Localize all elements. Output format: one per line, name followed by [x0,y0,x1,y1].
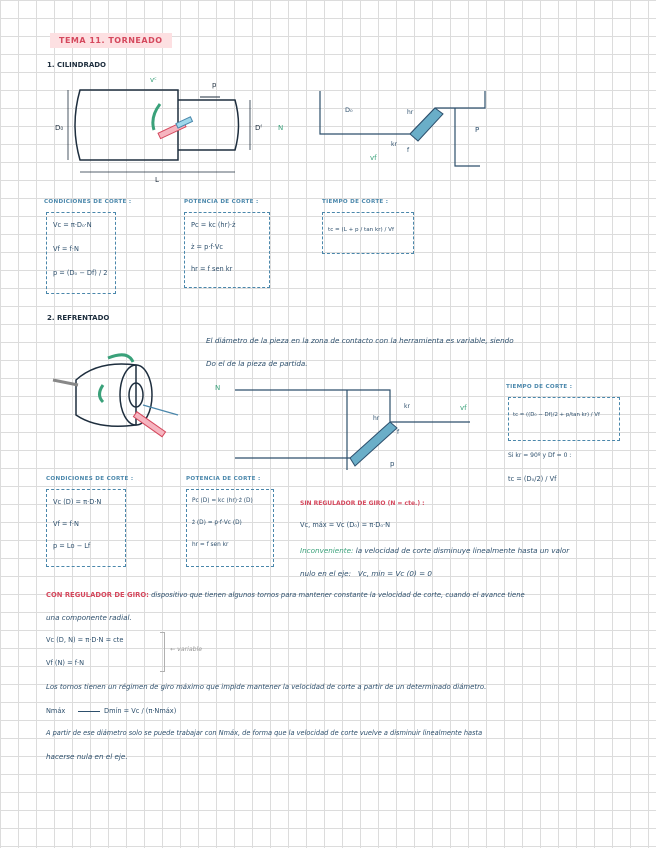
refrentado-time-note: Si kr = 90º y Df = 0 : [508,452,572,459]
formula-z: ż = p·f·Vc [191,243,224,251]
page-title: TEMA 11. TORNEADO [50,33,172,48]
refrentado-time-label: TIEMPO DE CORTE : [506,384,573,390]
sin-regulador-label: SIN REGULADOR DE GIRO (N = cte.) : [300,500,425,507]
arrow-right-icon [78,711,100,712]
formula-p: p = (D₀ − Df) / 2 [53,269,108,277]
refrentado-conditions-box [46,489,126,567]
fig-label-vf: vf [460,404,467,412]
formula-p-r: p = Lo − Lf [53,542,91,550]
fig-label-P: P [475,126,480,134]
fig-label-kr: kr [404,403,410,410]
refrentado-intro-line2: Do el de la pieza de partida. [206,359,308,368]
formula-hr: hr = f sen kr [191,265,233,273]
refrentado-intro-line1: El diámetro de la pieza en la zona de contacto con la herramienta es variable, siendo [206,336,514,345]
fig-label-d0: D₀ [55,124,64,132]
con-regulador-formula1: Vc (D, N) = π·D·N = cte [46,636,124,644]
inconveniente-text: la velocidad de corte disminuye linealmente hasta un valor [355,546,570,555]
formula-tc-refrentado: tc = ((D₀ − Df)/2 + p/tan kr) / Vf [513,412,600,418]
refrentado-time-simplified: tc = (D₀/2) / Vf [508,475,557,483]
formula-vf-r: Vf = f·N [53,520,79,528]
con-regulador-text: dispositivo que tienen algunos tornos para mantener constante la velocidad de corte, cuando el avance tiene [151,591,525,599]
con-regulador-text2: una componente radial. [46,613,132,622]
refrentado-power-label: POTENCIA DE CORTE : [186,476,261,482]
tool-insert-icon [410,108,443,141]
fig-label-p: p [212,81,217,89]
refrentado-3d-figure [48,350,188,445]
variable-note: ← variable [170,646,203,653]
refrentado-power-box [186,489,274,567]
cilindrado-power-label: POTENCIA DE CORTE : [184,199,259,205]
fig-label-n: N [278,124,284,132]
con-regulador-label: CON REGULADOR DE GIRO: [46,591,149,599]
con-regulador-note: Los tornos tienen un régimen de giro máximo que impide mantener la velocidad de corte a partir de un determinado diámetro. [46,683,487,691]
con-regulador-formula2: Vf (N) = f·N [46,659,85,667]
rotation-arrow-icon [153,104,160,130]
brace [160,632,165,672]
formula-tc: tc = (L + p / tan kr) / Vf [328,227,394,233]
inconveniente-label: Inconveniente: [300,546,354,555]
cilindrado-figure [50,72,300,187]
cilindrado-conditions-box [46,212,116,294]
fig-label-hr: hr [407,109,414,116]
refrentado-detail-figure [205,378,495,476]
fig-label-hr: hr [373,415,380,422]
cilindrado-time-box [322,212,414,254]
refrentado-time-box [508,397,620,441]
final-text2: hacerse nula en el eje. [46,752,128,761]
sin-regulador-formula: Vc, máx = Vc (D₀) = π·D₀·N [300,521,391,529]
final-text1: A partir de ese diámetro solo se puede trabajar con Nmáx, de forma que la velocidad de corte vuelve a disminuir linealmente hasta [46,729,483,737]
fig-label-f: f [407,147,410,154]
fig-label-vf: vf [370,154,377,162]
fig-label-D0b: D₀ [345,106,353,114]
formula-vf: Vf = f·N [53,245,79,253]
fig-label-kr: kr [391,141,397,148]
nmax-left: Nmáx [46,707,66,715]
workpiece-body [75,90,178,160]
fig-label-f: f [397,429,400,436]
cilindrado-power-box [184,212,270,288]
cilindrado-conditions-label: CONDICIONES DE CORTE : [44,199,132,205]
workpiece-turned [178,100,239,150]
formula-pc-d: Pc (D) = kc (hr)·ż (D) [192,498,253,504]
nmax-right: Dmín = Vc / (π·Nmáx) [104,707,177,715]
fig-label-vc: vᶜ [150,76,157,84]
inconveniente-text2: nulo en el eje: [300,569,352,578]
cilindrado-time-label: TIEMPO DE CORTE : [322,199,389,205]
fig-label-df: Dᶠ [255,124,263,132]
formula-hr-r: hr = f sen kr [192,542,229,548]
fig-label-L: L [155,176,159,184]
fig-label-n: N [215,384,221,392]
rotation-arrow-icon [108,355,133,362]
refrentado-conditions-label: CONDICIONES DE CORTE : [46,476,134,482]
formula-vc: Vc = π·D₀·N [53,221,92,229]
tool-detail-figure [315,86,495,176]
inconveniente-formula: Vc, min = Vc (0) = 0 [357,569,432,578]
section-heading-refrentado: 2. REFRENTADO [47,314,110,322]
section-heading-cilindrado: 1. CILINDRADO [47,61,107,69]
formula-vc-d: Vc (D) = π·D·N [53,498,102,506]
formula-pc: Pc = kc (hr)·ż [191,221,236,229]
fig-label-p: p [390,460,395,468]
formula-z-d: ż (D) = p·f·Vc (D) [192,520,242,526]
